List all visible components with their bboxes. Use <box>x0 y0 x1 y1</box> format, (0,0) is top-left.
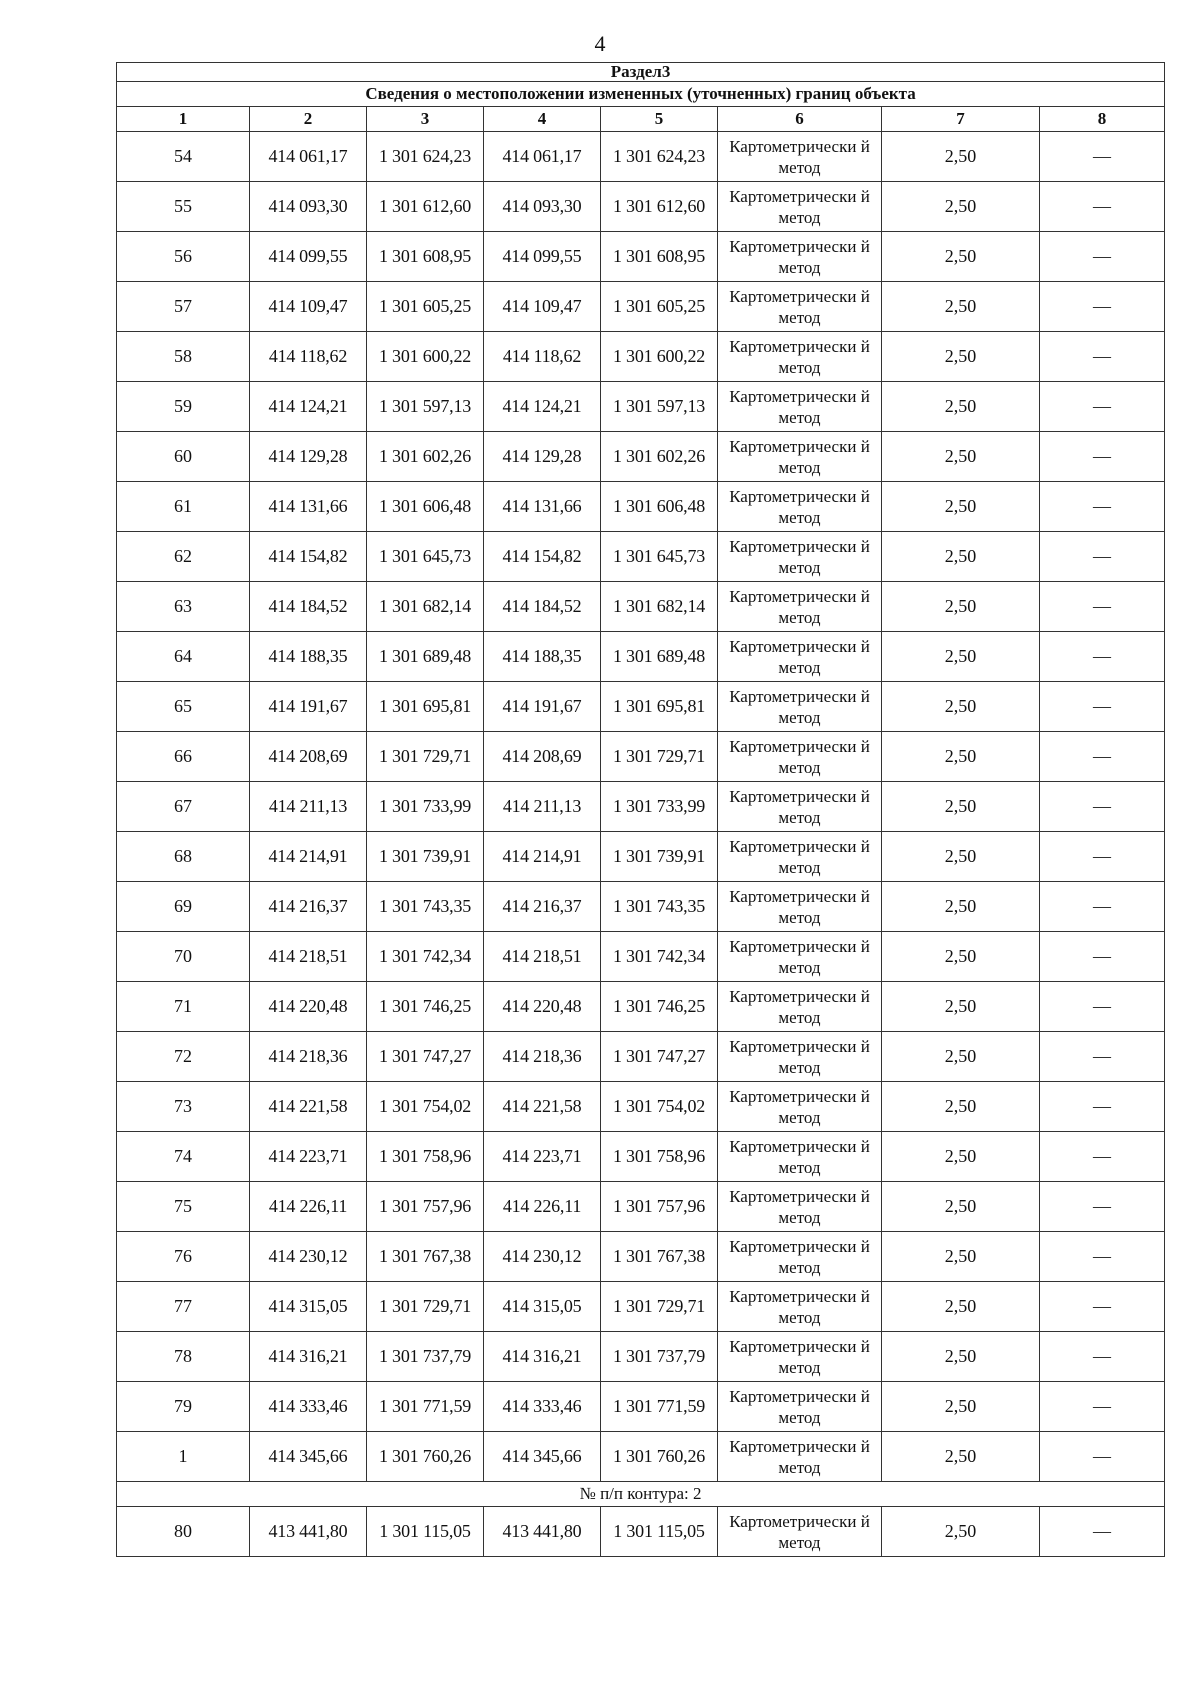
note-cell: — <box>1040 632 1165 682</box>
note-cell: — <box>1040 782 1165 832</box>
x-coordinate-cell: 414 226,11 <box>250 1182 367 1232</box>
y-coordinate-cell: 1 301 760,26 <box>367 1432 484 1482</box>
y-coordinate-new-cell: 1 301 767,38 <box>601 1232 718 1282</box>
y-coordinate-cell: 1 301 747,27 <box>367 1032 484 1082</box>
x-coordinate-new-cell: 414 218,51 <box>484 932 601 982</box>
y-coordinate-new-cell: 1 301 682,14 <box>601 582 718 632</box>
x-coordinate-cell: 414 218,51 <box>250 932 367 982</box>
point-number-cell: 64 <box>117 632 250 682</box>
y-coordinate-cell: 1 301 624,23 <box>367 132 484 182</box>
column-header: 2 <box>250 107 367 132</box>
note-cell: — <box>1040 532 1165 582</box>
table-row <box>117 682 1165 732</box>
point-number-cell: 77 <box>117 1282 250 1332</box>
note-cell: — <box>1040 1182 1165 1232</box>
x-coordinate-new-cell: 414 315,05 <box>484 1282 601 1332</box>
x-coordinate-new-cell: 414 191,67 <box>484 682 601 732</box>
point-number-cell: 70 <box>117 932 250 982</box>
note-cell: — <box>1040 932 1165 982</box>
x-coordinate-cell: 414 131,66 <box>250 482 367 532</box>
point-number-cell: 74 <box>117 1132 250 1182</box>
table-row <box>117 1182 1165 1232</box>
y-coordinate-new-cell: 1 301 742,34 <box>601 932 718 982</box>
table-row <box>117 982 1165 1032</box>
y-coordinate-cell: 1 301 612,60 <box>367 182 484 232</box>
y-coordinate-cell: 1 301 746,25 <box>367 982 484 1032</box>
point-number-cell: 62 <box>117 532 250 582</box>
y-coordinate-new-cell: 1 301 689,48 <box>601 632 718 682</box>
y-coordinate-cell: 1 301 115,05 <box>367 1507 484 1557</box>
point-number-cell: 79 <box>117 1382 250 1432</box>
method-cell: Картометрически й метод <box>718 482 882 532</box>
x-coordinate-new-cell: 414 109,47 <box>484 282 601 332</box>
y-coordinate-cell: 1 301 758,96 <box>367 1132 484 1182</box>
boundary-coordinates-table <box>116 62 1165 1557</box>
note-cell: — <box>1040 1282 1165 1332</box>
y-coordinate-new-cell: 1 301 605,25 <box>601 282 718 332</box>
note-cell: — <box>1040 1382 1165 1432</box>
precision-cell: 2,50 <box>882 1282 1040 1332</box>
precision-cell: 2,50 <box>882 982 1040 1032</box>
table-row <box>117 232 1165 282</box>
point-number-cell: 1 <box>117 1432 250 1482</box>
method-cell: Картометрически й метод <box>718 1382 882 1432</box>
y-coordinate-cell: 1 301 737,79 <box>367 1332 484 1382</box>
y-coordinate-new-cell: 1 301 743,35 <box>601 882 718 932</box>
x-coordinate-cell: 414 124,21 <box>250 382 367 432</box>
x-coordinate-new-cell: 414 226,11 <box>484 1182 601 1232</box>
precision-cell: 2,50 <box>882 182 1040 232</box>
method-cell: Картометрически й метод <box>718 782 882 832</box>
y-coordinate-new-cell: 1 301 606,48 <box>601 482 718 532</box>
point-number-cell: 71 <box>117 982 250 1032</box>
method-cell: Картометрически й метод <box>718 1032 882 1082</box>
x-coordinate-cell: 414 315,05 <box>250 1282 367 1332</box>
y-coordinate-new-cell: 1 301 602,26 <box>601 432 718 482</box>
point-number-cell: 56 <box>117 232 250 282</box>
point-number-cell: 76 <box>117 1232 250 1282</box>
y-coordinate-cell: 1 301 742,34 <box>367 932 484 982</box>
y-coordinate-cell: 1 301 739,91 <box>367 832 484 882</box>
x-coordinate-cell: 414 093,30 <box>250 182 367 232</box>
note-cell: — <box>1040 1232 1165 1282</box>
x-coordinate-cell: 414 208,69 <box>250 732 367 782</box>
x-coordinate-cell: 414 129,28 <box>250 432 367 482</box>
precision-cell: 2,50 <box>882 432 1040 482</box>
method-cell: Картометрически й метод <box>718 1182 882 1232</box>
precision-cell: 2,50 <box>882 782 1040 832</box>
x-coordinate-cell: 414 061,17 <box>250 132 367 182</box>
column-header: 1 <box>117 107 250 132</box>
precision-cell: 2,50 <box>882 732 1040 782</box>
point-number-cell: 78 <box>117 1332 250 1382</box>
precision-cell: 2,50 <box>882 832 1040 882</box>
note-cell: — <box>1040 832 1165 882</box>
y-coordinate-cell: 1 301 729,71 <box>367 732 484 782</box>
x-coordinate-cell: 414 223,71 <box>250 1132 367 1182</box>
y-coordinate-cell: 1 301 729,71 <box>367 1282 484 1332</box>
y-coordinate-new-cell: 1 301 612,60 <box>601 182 718 232</box>
method-cell: Картометрически й метод <box>718 1507 882 1557</box>
note-cell: — <box>1040 1432 1165 1482</box>
table-row <box>117 1232 1165 1282</box>
x-coordinate-new-cell: 414 154,82 <box>484 532 601 582</box>
precision-cell: 2,50 <box>882 282 1040 332</box>
column-header: 3 <box>367 107 484 132</box>
x-coordinate-cell: 414 188,35 <box>250 632 367 682</box>
table-row <box>117 632 1165 682</box>
note-cell: — <box>1040 582 1165 632</box>
point-number-cell: 80 <box>117 1507 250 1557</box>
precision-cell: 2,50 <box>882 1382 1040 1432</box>
y-coordinate-new-cell: 1 301 115,05 <box>601 1507 718 1557</box>
x-coordinate-new-cell: 414 093,30 <box>484 182 601 232</box>
table-row <box>117 832 1165 882</box>
precision-cell: 2,50 <box>882 232 1040 282</box>
precision-cell: 2,50 <box>882 1507 1040 1557</box>
x-coordinate-cell: 414 184,52 <box>250 582 367 632</box>
point-number-cell: 61 <box>117 482 250 532</box>
method-cell: Картометрически й метод <box>718 1082 882 1132</box>
note-cell: — <box>1040 332 1165 382</box>
point-number-cell: 57 <box>117 282 250 332</box>
note-cell: — <box>1040 1082 1165 1132</box>
precision-cell: 2,50 <box>882 132 1040 182</box>
section-title: Сведения о местоположении измененных (уточненных) границ объекта <box>117 82 1165 107</box>
point-number-cell: 59 <box>117 382 250 432</box>
note-cell: — <box>1040 382 1165 432</box>
table-row <box>117 1282 1165 1332</box>
column-header: 8 <box>1040 107 1165 132</box>
x-coordinate-new-cell: 414 220,48 <box>484 982 601 1032</box>
x-coordinate-cell: 414 216,37 <box>250 882 367 932</box>
y-coordinate-cell: 1 301 771,59 <box>367 1382 484 1432</box>
note-cell: — <box>1040 682 1165 732</box>
x-coordinate-new-cell: 414 223,71 <box>484 1132 601 1182</box>
y-coordinate-cell: 1 301 600,22 <box>367 332 484 382</box>
note-cell: — <box>1040 232 1165 282</box>
x-coordinate-new-cell: 414 131,66 <box>484 482 601 532</box>
y-coordinate-new-cell: 1 301 737,79 <box>601 1332 718 1382</box>
method-cell: Картометрически й метод <box>718 1282 882 1332</box>
y-coordinate-new-cell: 1 301 771,59 <box>601 1382 718 1432</box>
x-coordinate-new-cell: 414 316,21 <box>484 1332 601 1382</box>
point-number-cell: 73 <box>117 1082 250 1132</box>
note-cell: — <box>1040 132 1165 182</box>
method-cell: Картометрически й метод <box>718 1232 882 1282</box>
method-cell: Картометрически й метод <box>718 332 882 382</box>
y-coordinate-new-cell: 1 301 747,27 <box>601 1032 718 1082</box>
x-coordinate-new-cell: 414 216,37 <box>484 882 601 932</box>
y-coordinate-cell: 1 301 733,99 <box>367 782 484 832</box>
precision-cell: 2,50 <box>882 1332 1040 1382</box>
method-cell: Картометрически й метод <box>718 1332 882 1382</box>
note-cell: — <box>1040 482 1165 532</box>
table-row <box>117 1332 1165 1382</box>
y-coordinate-cell: 1 301 743,35 <box>367 882 484 932</box>
x-coordinate-new-cell: 414 188,35 <box>484 632 601 682</box>
contour-label: № п/п контура: 2 <box>117 1482 1165 1507</box>
method-cell: Картометрически й метод <box>718 932 882 982</box>
x-coordinate-cell: 414 333,46 <box>250 1382 367 1432</box>
y-coordinate-cell: 1 301 597,13 <box>367 382 484 432</box>
x-coordinate-cell: 414 109,47 <box>250 282 367 332</box>
y-coordinate-cell: 1 301 682,14 <box>367 582 484 632</box>
y-coordinate-new-cell: 1 301 608,95 <box>601 232 718 282</box>
precision-cell: 2,50 <box>882 1432 1040 1482</box>
precision-cell: 2,50 <box>882 1082 1040 1132</box>
table-row <box>117 382 1165 432</box>
note-cell: — <box>1040 182 1165 232</box>
x-coordinate-cell: 414 221,58 <box>250 1082 367 1132</box>
x-coordinate-new-cell: 414 211,13 <box>484 782 601 832</box>
x-coordinate-new-cell: 414 184,52 <box>484 582 601 632</box>
column-header-row <box>117 107 1165 132</box>
table-row <box>117 582 1165 632</box>
note-cell: — <box>1040 982 1165 1032</box>
note-cell: — <box>1040 282 1165 332</box>
method-cell: Картометрически й метод <box>718 732 882 782</box>
note-cell: — <box>1040 1032 1165 1082</box>
x-coordinate-new-cell: 414 333,46 <box>484 1382 601 1432</box>
y-coordinate-cell: 1 301 754,02 <box>367 1082 484 1132</box>
x-coordinate-new-cell: 414 218,36 <box>484 1032 601 1082</box>
x-coordinate-cell: 414 230,12 <box>250 1232 367 1282</box>
precision-cell: 2,50 <box>882 532 1040 582</box>
precision-cell: 2,50 <box>882 932 1040 982</box>
table-row <box>117 282 1165 332</box>
table-row <box>117 482 1165 532</box>
method-cell: Картометрически й метод <box>718 682 882 732</box>
method-cell: Картометрически й метод <box>718 982 882 1032</box>
method-cell: Картометрически й метод <box>718 632 882 682</box>
x-coordinate-new-cell: 414 099,55 <box>484 232 601 282</box>
table-row <box>117 432 1165 482</box>
x-coordinate-new-cell: 414 208,69 <box>484 732 601 782</box>
point-number-cell: 69 <box>117 882 250 932</box>
x-coordinate-new-cell: 414 221,58 <box>484 1082 601 1132</box>
table-row <box>117 1082 1165 1132</box>
x-coordinate-new-cell: 414 230,12 <box>484 1232 601 1282</box>
table-row <box>117 882 1165 932</box>
column-header: 6 <box>718 107 882 132</box>
x-coordinate-new-cell: 414 124,21 <box>484 382 601 432</box>
point-number-cell: 72 <box>117 1032 250 1082</box>
method-cell: Картометрически й метод <box>718 282 882 332</box>
method-cell: Картометрически й метод <box>718 1132 882 1182</box>
y-coordinate-new-cell: 1 301 645,73 <box>601 532 718 582</box>
x-coordinate-cell: 414 099,55 <box>250 232 367 282</box>
method-cell: Картометрически й метод <box>718 182 882 232</box>
method-cell: Картометрически й метод <box>718 232 882 282</box>
y-coordinate-new-cell: 1 301 746,25 <box>601 982 718 1032</box>
table-row <box>117 732 1165 782</box>
point-number-cell: 58 <box>117 332 250 382</box>
column-header: 7 <box>882 107 1040 132</box>
x-coordinate-cell: 414 220,48 <box>250 982 367 1032</box>
page-number: 4 <box>594 31 606 56</box>
note-cell: — <box>1040 882 1165 932</box>
y-coordinate-new-cell: 1 301 729,71 <box>601 732 718 782</box>
x-coordinate-cell: 414 345,66 <box>250 1432 367 1482</box>
table-row <box>117 1032 1165 1082</box>
y-coordinate-new-cell: 1 301 733,99 <box>601 782 718 832</box>
table-row <box>117 1432 1165 1482</box>
section-label: Раздел3 <box>117 63 1165 82</box>
point-number-cell: 60 <box>117 432 250 482</box>
x-coordinate-cell: 414 211,13 <box>250 782 367 832</box>
x-coordinate-new-cell: 414 129,28 <box>484 432 601 482</box>
y-coordinate-cell: 1 301 605,25 <box>367 282 484 332</box>
point-number-cell: 66 <box>117 732 250 782</box>
table-row <box>117 782 1165 832</box>
method-cell: Картометрически й метод <box>718 582 882 632</box>
x-coordinate-new-cell: 414 214,91 <box>484 832 601 882</box>
y-coordinate-new-cell: 1 301 624,23 <box>601 132 718 182</box>
point-number-cell: 68 <box>117 832 250 882</box>
table-row <box>117 932 1165 982</box>
method-cell: Картометрически й метод <box>718 382 882 432</box>
note-cell: — <box>1040 1332 1165 1382</box>
table-row <box>117 132 1165 182</box>
y-coordinate-cell: 1 301 602,26 <box>367 432 484 482</box>
precision-cell: 2,50 <box>882 1182 1040 1232</box>
table-row <box>117 532 1165 582</box>
y-coordinate-new-cell: 1 301 597,13 <box>601 382 718 432</box>
point-number-cell: 63 <box>117 582 250 632</box>
precision-cell: 2,50 <box>882 882 1040 932</box>
note-cell: — <box>1040 732 1165 782</box>
contour-row <box>117 1482 1165 1507</box>
y-coordinate-cell: 1 301 695,81 <box>367 682 484 732</box>
method-cell: Картометрически й метод <box>718 832 882 882</box>
y-coordinate-cell: 1 301 689,48 <box>367 632 484 682</box>
y-coordinate-new-cell: 1 301 758,96 <box>601 1132 718 1182</box>
x-coordinate-cell: 413 441,80 <box>250 1507 367 1557</box>
precision-cell: 2,50 <box>882 1132 1040 1182</box>
point-number-cell: 67 <box>117 782 250 832</box>
precision-cell: 2,50 <box>882 1032 1040 1082</box>
y-coordinate-cell: 1 301 606,48 <box>367 482 484 532</box>
precision-cell: 2,50 <box>882 582 1040 632</box>
precision-cell: 2,50 <box>882 332 1040 382</box>
method-cell: Картометрически й метод <box>718 532 882 582</box>
precision-cell: 2,50 <box>882 1232 1040 1282</box>
precision-cell: 2,50 <box>882 682 1040 732</box>
table-row <box>117 1382 1165 1432</box>
method-cell: Картометрически й метод <box>718 1432 882 1482</box>
y-coordinate-new-cell: 1 301 729,71 <box>601 1282 718 1332</box>
x-coordinate-new-cell: 414 118,62 <box>484 332 601 382</box>
y-coordinate-new-cell: 1 301 757,96 <box>601 1182 718 1232</box>
y-coordinate-new-cell: 1 301 739,91 <box>601 832 718 882</box>
y-coordinate-new-cell: 1 301 754,02 <box>601 1082 718 1132</box>
y-coordinate-new-cell: 1 301 695,81 <box>601 682 718 732</box>
precision-cell: 2,50 <box>882 482 1040 532</box>
x-coordinate-cell: 414 154,82 <box>250 532 367 582</box>
x-coordinate-cell: 414 316,21 <box>250 1332 367 1382</box>
table-row <box>117 332 1165 382</box>
method-cell: Картометрически й метод <box>718 132 882 182</box>
x-coordinate-cell: 414 214,91 <box>250 832 367 882</box>
point-number-cell: 54 <box>117 132 250 182</box>
column-header: 5 <box>601 107 718 132</box>
y-coordinate-cell: 1 301 757,96 <box>367 1182 484 1232</box>
table-row <box>117 1507 1165 1557</box>
note-cell: — <box>1040 432 1165 482</box>
precision-cell: 2,50 <box>882 382 1040 432</box>
y-coordinate-cell: 1 301 767,38 <box>367 1232 484 1282</box>
point-number-cell: 65 <box>117 682 250 732</box>
point-number-cell: 55 <box>117 182 250 232</box>
method-cell: Картометрически й метод <box>718 882 882 932</box>
point-number-cell: 75 <box>117 1182 250 1232</box>
method-cell: Картометрически й метод <box>718 432 882 482</box>
y-coordinate-cell: 1 301 645,73 <box>367 532 484 582</box>
note-cell: — <box>1040 1132 1165 1182</box>
note-cell: — <box>1040 1507 1165 1557</box>
precision-cell: 2,50 <box>882 632 1040 682</box>
x-coordinate-cell: 414 218,36 <box>250 1032 367 1082</box>
y-coordinate-cell: 1 301 608,95 <box>367 232 484 282</box>
table-row <box>117 1132 1165 1182</box>
column-header: 4 <box>484 107 601 132</box>
table-row <box>117 182 1165 232</box>
x-coordinate-new-cell: 414 061,17 <box>484 132 601 182</box>
y-coordinate-new-cell: 1 301 760,26 <box>601 1432 718 1482</box>
x-coordinate-new-cell: 414 345,66 <box>484 1432 601 1482</box>
x-coordinate-cell: 414 118,62 <box>250 332 367 382</box>
x-coordinate-new-cell: 413 441,80 <box>484 1507 601 1557</box>
x-coordinate-cell: 414 191,67 <box>250 682 367 732</box>
y-coordinate-new-cell: 1 301 600,22 <box>601 332 718 382</box>
